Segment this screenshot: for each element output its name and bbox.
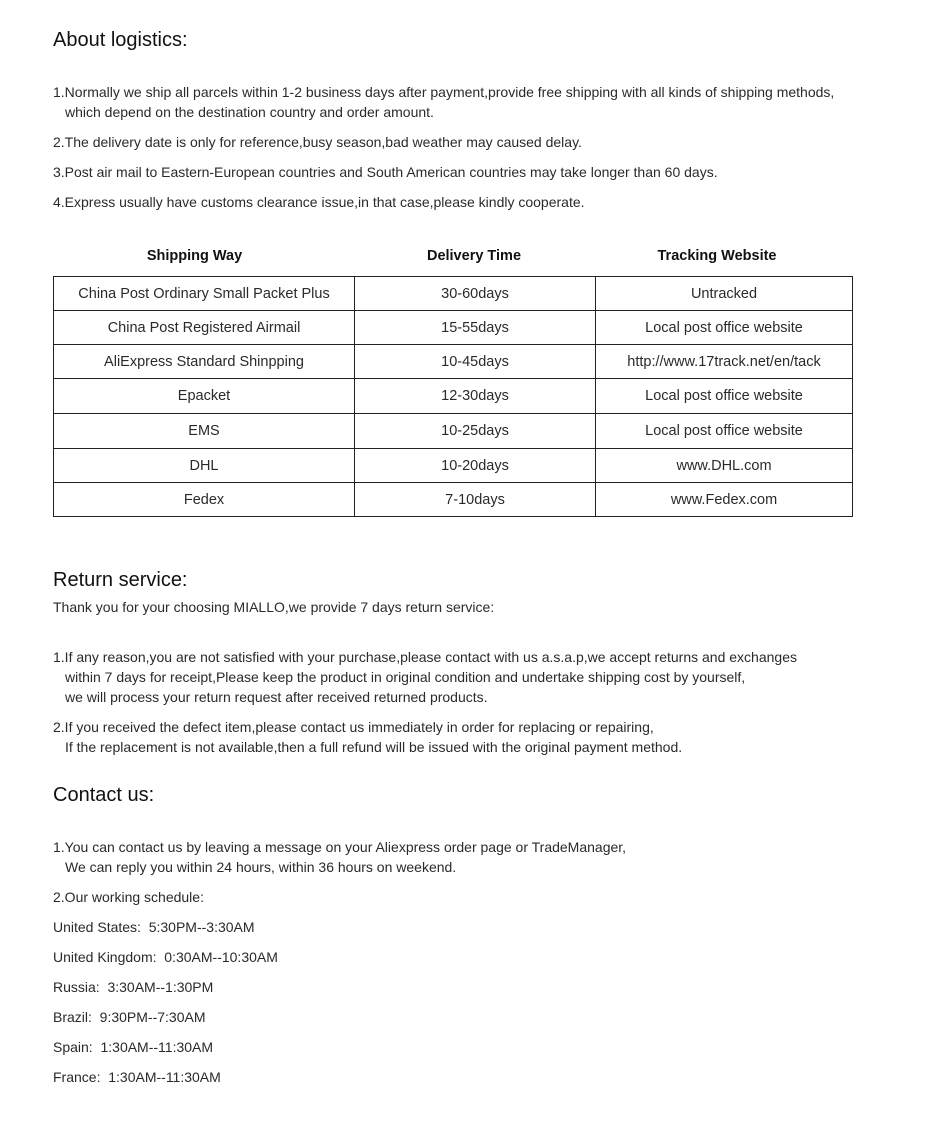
cell-delivery-time: 7-10days — [355, 483, 596, 517]
schedule-brazil: Brazil: 9:30PM--7:30AM — [53, 1009, 206, 1025]
cell-tracking-website: Local post office website — [596, 414, 853, 449]
cell-shipping-way: EMS — [54, 414, 355, 449]
cell-delivery-time: 15-55days — [355, 311, 596, 345]
return-item-2-cont: If the replacement is not available,then a full refund will be issued with the original payment method. — [65, 739, 683, 755]
table-row — [54, 449, 853, 483]
cell-shipping-way: Epacket — [54, 379, 355, 414]
logistics-heading: About logistics: — [53, 29, 188, 51]
schedule-spain: Spain: 1:30AM--11:30AM — [53, 1039, 214, 1055]
return-item-1: 1.If any reason,you are not satisfied with your purchase,please contact with us a.s.a.p,we accept returns and exchanges — [53, 649, 797, 665]
cell-delivery-time: 10-25days — [355, 414, 596, 449]
cell-tracking-website: Untracked — [596, 277, 853, 311]
cell-delivery-time: 10-20days — [355, 449, 596, 483]
table-row — [54, 277, 853, 311]
logistics-item-4: 4.Express usually have customs clearance issue,in that case,please kindly cooperate. — [53, 194, 585, 210]
logistics-item-1-cont: which depend on the destination country and order amount. — [65, 104, 434, 120]
cell-tracking-website: www.DHL.com — [596, 449, 853, 483]
cell-delivery-time: 10-45days — [355, 345, 596, 379]
cell-shipping-way: DHL — [54, 449, 355, 483]
contact-item-1: 1.You can contact us by leaving a message on your Aliexpress order page or TradeManager, — [53, 839, 627, 855]
header-shipping-way: Shipping Way — [146, 248, 243, 264]
header-tracking-website: Tracking Website — [657, 248, 777, 264]
header-delivery-time: Delivery Time — [426, 248, 522, 264]
contact-item-1-cont: We can reply you within 24 hours, within 36 hours on weekend. — [65, 859, 457, 875]
cell-delivery-time: 30-60days — [355, 277, 596, 311]
return-intro: Thank you for your choosing MIALLO,we provide 7 days return service: — [53, 599, 495, 615]
schedule-united-kingdom: United Kingdom: 0:30AM--10:30AM — [53, 949, 278, 965]
cell-shipping-way: China Post Registered Airmail — [54, 311, 355, 345]
table-row — [54, 483, 853, 517]
return-item-1-cont-2: we will process your return request after received returned products. — [65, 689, 488, 705]
cell-tracking-website: Local post office website — [596, 311, 853, 345]
cell-delivery-time: 12-30days — [355, 379, 596, 414]
table-row — [54, 379, 853, 414]
table-row — [54, 414, 853, 449]
logistics-item-1: 1.Normally we ship all parcels within 1-2 business days after payment,provide free shipping with all kinds of shipping methods, — [53, 84, 835, 100]
shipping-table — [53, 276, 853, 517]
schedule-russia: Russia: 3:30AM--1:30PM — [53, 979, 214, 995]
cell-tracking-website: www.Fedex.com — [596, 483, 853, 517]
logistics-item-3: 3.Post air mail to Eastern-European countries and South American countries may take longer than 60 days. — [53, 164, 718, 180]
cell-shipping-way: China Post Ordinary Small Packet Plus — [54, 277, 355, 311]
return-heading: Return service: — [53, 569, 188, 591]
cell-shipping-way: Fedex — [54, 483, 355, 517]
cell-shipping-way: AliExpress Standard Shinpping — [54, 345, 355, 379]
contact-heading: Contact us: — [53, 784, 155, 806]
table-row — [54, 311, 853, 345]
cell-tracking-website: http://www.17track.net/en/tack — [596, 345, 853, 379]
return-item-2: 2.If you received the defect item,please contact us immediately in order for replacing or repairing, — [53, 719, 654, 735]
schedule-france: France: 1:30AM--11:30AM — [53, 1069, 221, 1085]
schedule-united-states: United States: 5:30PM--3:30AM — [53, 919, 255, 935]
cell-tracking-website: Local post office website — [596, 379, 853, 414]
contact-item-2: 2.Our working schedule: — [53, 889, 204, 905]
table-row — [54, 345, 853, 379]
logistics-item-2: 2.The delivery date is only for reference,busy season,bad weather may caused delay. — [53, 134, 582, 150]
return-item-1-cont: within 7 days for receipt,Please keep the product in original condition and undertake shipping cost by yourself, — [65, 669, 746, 685]
